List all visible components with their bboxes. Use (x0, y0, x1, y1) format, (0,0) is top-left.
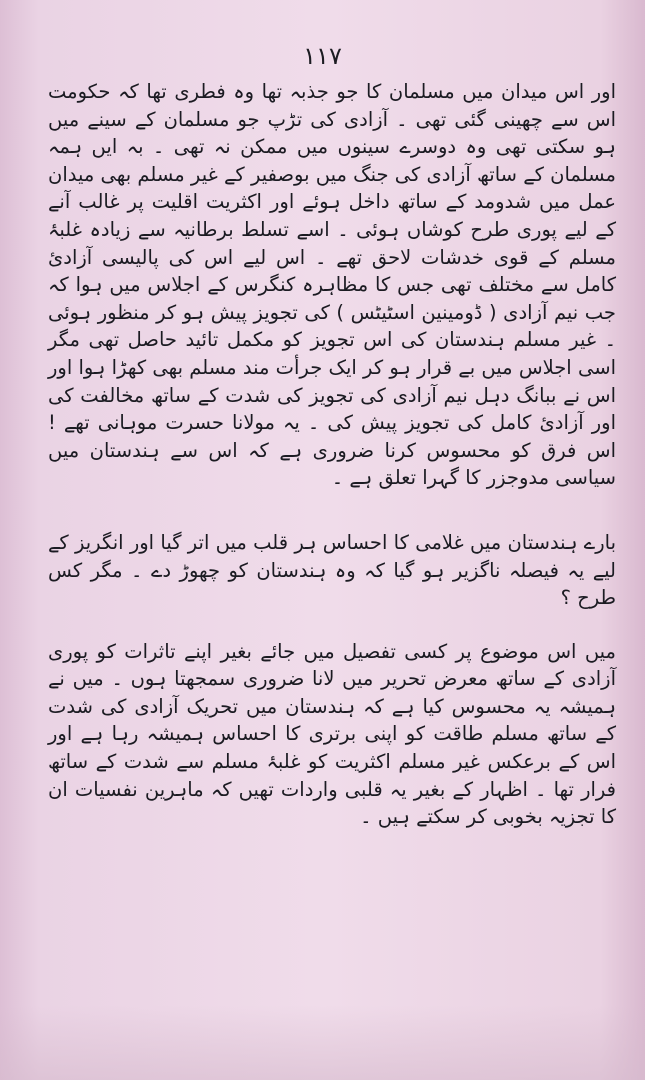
page-number: ۱۱۷ (303, 42, 342, 70)
page-bottom-shadow (0, 1005, 645, 1080)
paragraph-3: میں اس موضوع پر کسی تفصیل میں جائے بغیر اپنے تاثرات کو پوری آزادی کے ساتھ معرض تحریر میں لانا ضروری سمجھتا ہوں ۔ میں نے ہمیشہ یہ محسوس کیا ہے کہ ہندستان میں تحریک آزادی کی شدت کے ساتھ مسلم طاقت کو اپنی برتری کا احساس ہمیشہ رہا ہے اور اس کے برعکس غیر مسلم اکثریت کو غلبۂ مسلم سے شدت کے ساتھ فرار تھا ۔ اظہار کے بغیر یہ قلبی واردات تھیں کہ ماہرین نفسیات ان کا تجزیہ بخوبی کر سکتے ہیں ۔ (48, 639, 616, 829)
paragraph-2: بارے ہندستان میں غلامی کا احساس ہر قلب میں اتر گیا اور انگریز کے لیے یہ فیصلہ ناگزیر ہو گیا کہ وہ ہندستان کو چھوڑ دے ۔ مگر کس طرح ؟ (48, 530, 616, 610)
paragraph-1: اور اس میدان میں مسلمان کا جو جذبہ تھا وہ فطری تھا کہ حکومت اس سے چھینی گئی تھی ۔ آزادی کی تڑپ جو مسلمان کے سینے میں ہو سکتی تھی وہ دوسرے سینوں میں ممکن نہ تھی ۔ بہ ایں ہمہ مسلمان کے ساتھ آزادی کی جنگ میں بوصفیر کے غیر مسلم بھی میدان عمل میں شدومد کے ساتھ داخل ہوئے اور اکثریت اقلیت پر غالب آنے کے لیے پوری طرح کوشاں ہوئی ۔ اسے تسلط برطانیہ سے زیادہ غلبۂ مسلم کے قوی خدشات لاحق تھے ۔ اس لیے اس کی پالیسی آزادیٔ کامل سے مختلف تھی جس کا مظاہرہ کنگرس کے اجلاس میں ہوا کہ جب نیم آزادی ( ڈومینین اسٹیٹس ) کی تجویز پیش ہو کر منظور ہوئی ۔ غیر مسلم ہندستان کی اس تجویز کو مکمل تائید حاصل تھی مگر اسی اجلاس میں بے قرار ہو کر ایک جرأت مند مسلم بھی کھڑا ہوا اور اس نے ببانگ دہل نیم آزادی کی تجویز کی شدت کے ساتھ مخالفت کی اور آزادیٔ کامل کی تجویز پیش کی ۔ یہ مولانا حسرت موہانی تھے ! اس فرق کو محسوس کرنا ضروری ہے کہ اس سے ہندستان میں سیاسی مدوجزر کا گہرا تعلق ہے ۔ (48, 80, 616, 490)
page-body (48, 78, 616, 831)
